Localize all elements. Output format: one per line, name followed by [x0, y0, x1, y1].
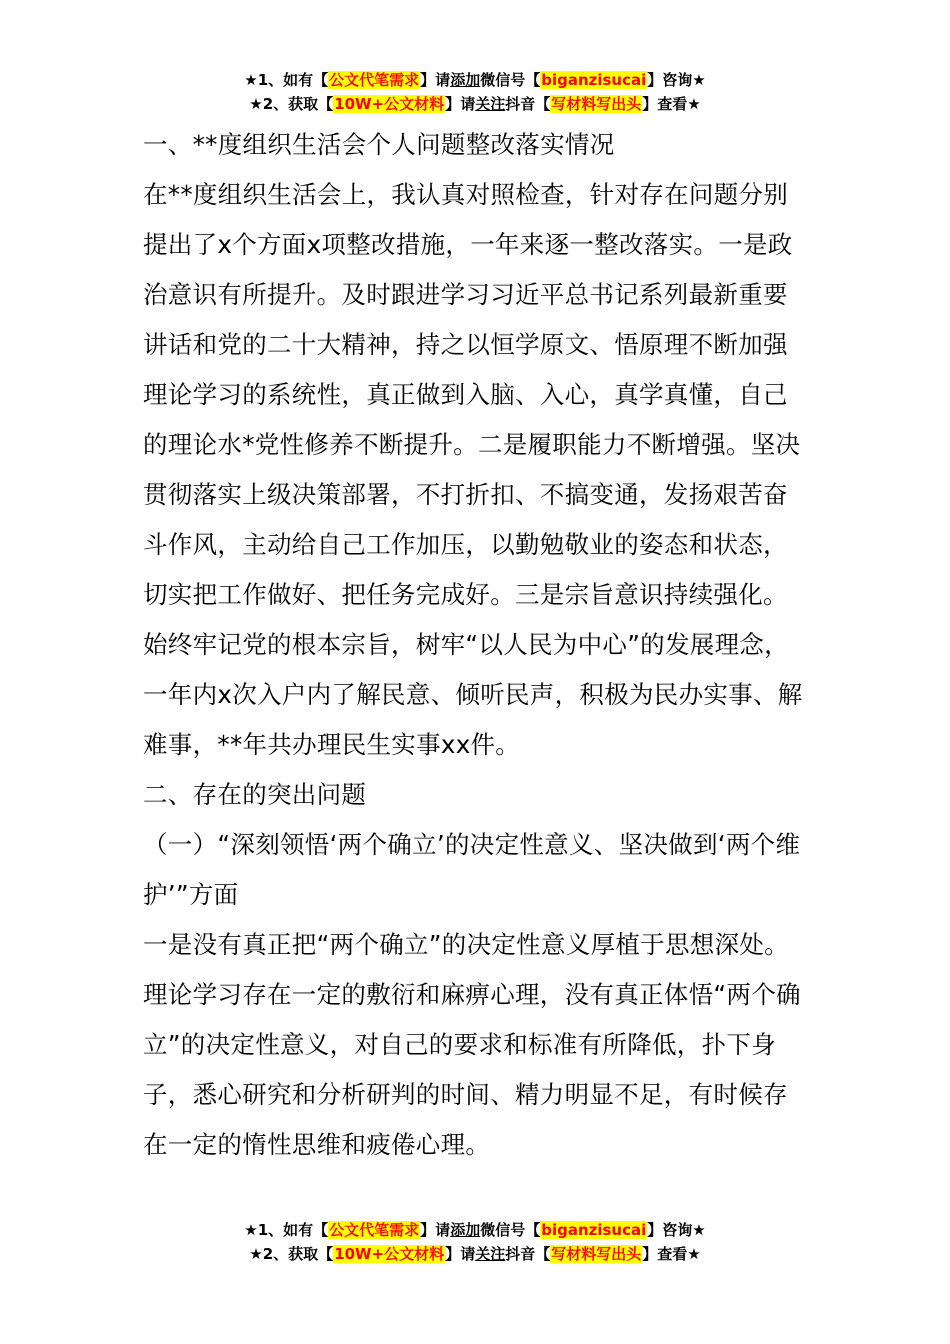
highlight-douyin-account: 写材料写出头	[551, 95, 642, 113]
footer-highlight-douyin-account: 写材料写出头	[551, 1245, 642, 1263]
document-body	[143, 120, 809, 1170]
footer-banner-line-1: ★1、如有【公文代笔需求】请添加微信号【biganzisucai】咨询★	[244, 1221, 706, 1239]
subsection-1-body: 一是没有真正把“两个确立”的决定性意义厚植于思想深处。理论学习存在一定的敷衍和麻痹心理，没有真正体悟“两个确立”的决定性意义，对自己的要求和标准有所降低，扑下身子，悉心研究和分析研判的时间、精力明显不足，有时候存在一定的惰性思维和疲倦心理。	[143, 930, 801, 1159]
highlight-service: 公文代笔需求	[329, 71, 420, 89]
section-1-title: 一、**度组织生活会个人问题整改落实情况	[143, 130, 615, 159]
footer-banner	[0, 1218, 950, 1266]
footer-banner-line-2: ★2、获取【10W+公文材料】请关注抖音【写材料写出头】查看★	[249, 1245, 701, 1263]
highlight-wechat-id: biganzisucai	[541, 71, 647, 89]
footer-highlight-service: 公文代笔需求	[329, 1221, 420, 1239]
highlight-materials: 10W+公文材料	[334, 95, 445, 113]
footer-highlight-materials: 10W+公文材料	[334, 1245, 445, 1263]
section-2-title: 二、存在的突出问题	[143, 780, 367, 809]
section-1-body: 在**度组织生活会上，我认真对照检查，针对存在问题分别提出了x个方面x项整改措施，一年来逐一整改落实。一是政治意识有所提升。及时跟进学习习近平总书记系列最新重要讲话和党的二十大精神，持之以恒学原文、悟原理不断加强理论学习的系统性，真正做到入脑、入心，真学真懂，自己的理论水*党性修养不断提升。二是履职能力不断增强。坚决贯彻落实上级决策部署，不打折扣、不搞变通，发扬艰苦奋斗作风，主动给自己工作加压，以勤勉敬业的姿态和状态，切实把工作做好、把任务完成好。三是宗旨意识持续强化。始终牢记党的根本宗旨，树牢“以人民为中心”的发展理念，一年内x次入户内了解民意、倾听民声，积极为民办实事、解难事，**年共办理民生实事xx件。	[143, 180, 803, 759]
footer-highlight-wechat-id: biganzisucai	[541, 1221, 647, 1239]
banner-line-1: ★1、如有【公文代笔需求】请添加微信号【biganzisucai】咨询★	[244, 71, 706, 89]
subsection-1-title: （一）“深刻领悟‘两个确立’的决定性意义、坚决做到‘两个维护’”方面	[143, 830, 801, 909]
header-banner	[0, 68, 950, 116]
banner-line-2: ★2、获取【10W+公文材料】请关注抖音【写材料写出头】查看★	[249, 95, 701, 113]
